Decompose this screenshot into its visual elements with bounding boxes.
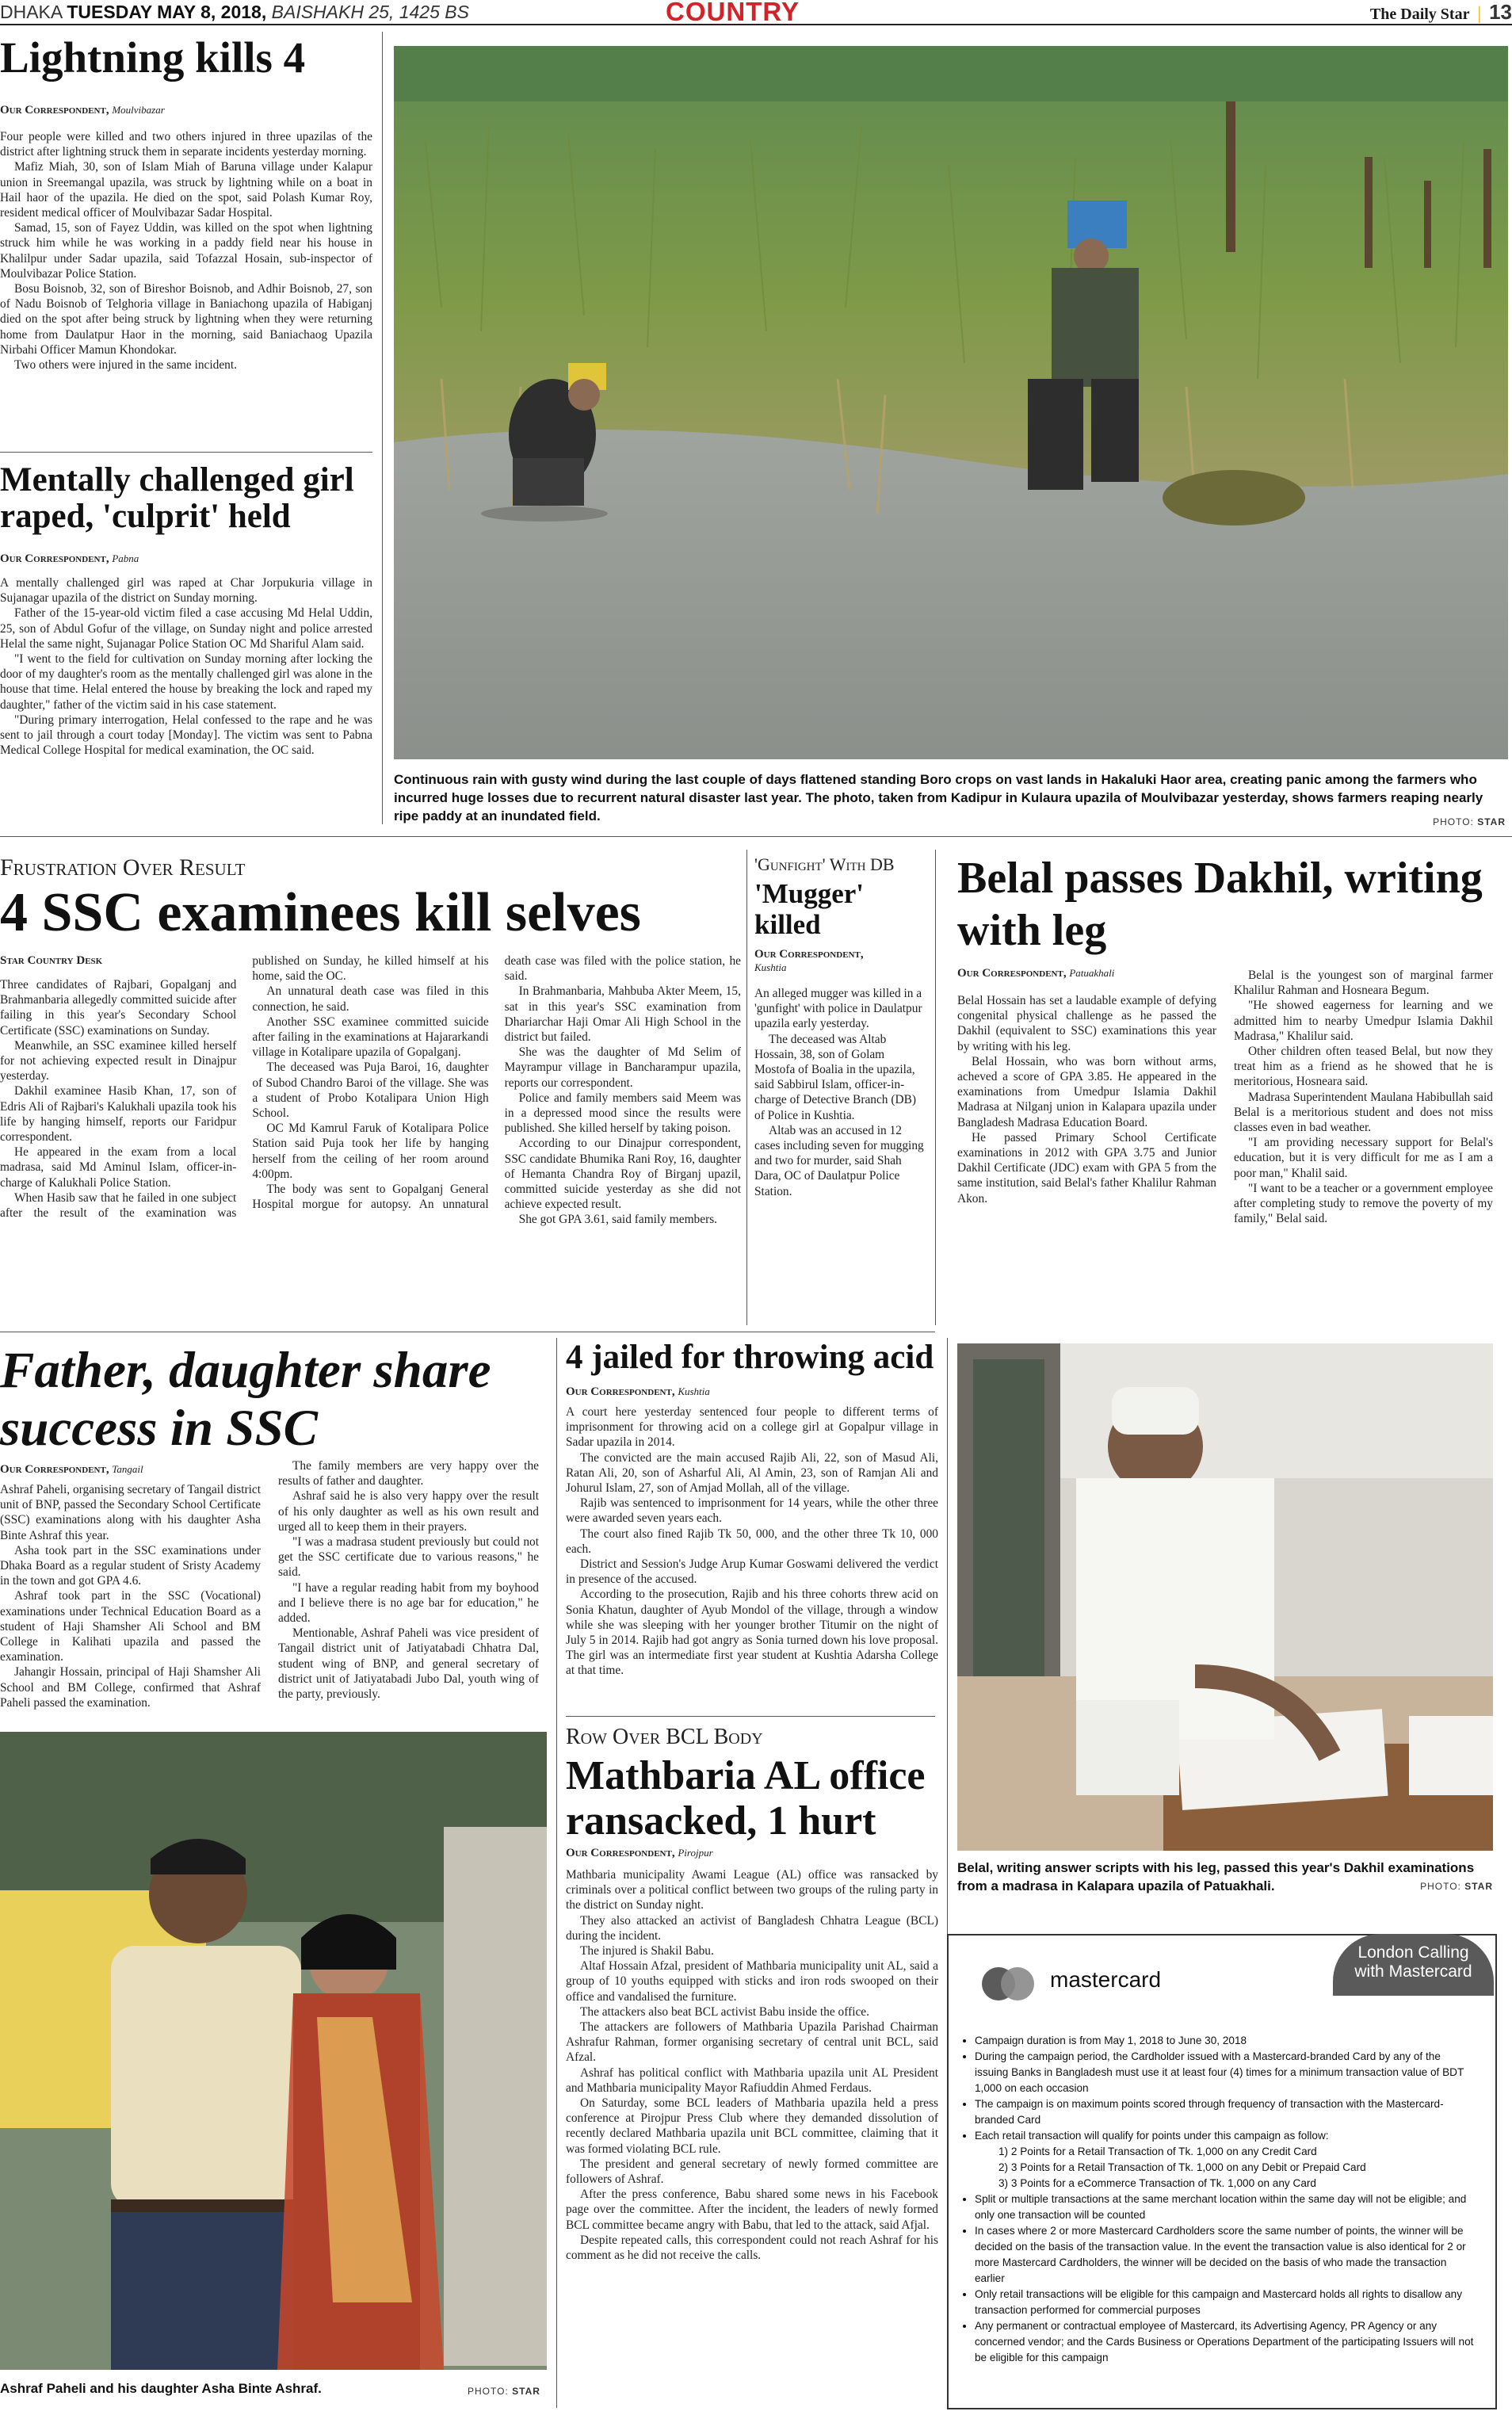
ad-badge: London Calling with Mastercard — [1333, 1934, 1494, 1996]
column-rule — [382, 32, 383, 824]
paddy-field-photo — [394, 46, 1508, 759]
acid-body: A court here yesterday sentenced four people to different terms of imprisonment for throwing acid on a college girl at Gopalpur village in Sadar upazila in 2014. The convicted are the main accused Rajib Ali, 22, son of Masud Ali, Ratan Ali, 20, son of Asharful Ali, Al Amin, 23, son of Ramjan Ali and Johurul Islam, 27, son of Amjad Mollah, all of the village. Rajib was sentenced to imprisonment for 14 years, while the other three were awarded seven years each. The court also fined Rajib Tk 50, 000, and the other three Tk 10, 000 each. District and Session's Judge Arup Kumar Goswami delivered the verdict in presence of the accused. According to the prosecution, Rajib and his three cohorts threw acid on Sonia Khatun, daughter of Ayub Mondol of the village, through a window while she was sleeping with her younger brother Titumir on the night of July 5 in 2014. Rajib had got angry as Sonia turned down his love proposal. The girl was an intermediate first year student at Kushtia Adarsha College at that time. — [566, 1405, 938, 1678]
ssc-headline: 4 SSC examinees kill selves — [0, 882, 641, 943]
father-photo-caption: Ashraf Paheli and his daughter Asha Binte Ashraf. — [0, 2381, 322, 2396]
column-rule — [935, 850, 936, 1325]
gunfight-kicker: 'Gunfight' With DB — [754, 854, 895, 874]
gunfight-body: An alleged mugger was killed in a 'gunfight' with police in Daulatpur upazila early yesterday. The deceased was Altab Hossain, 38, son of Golam Mostofa of Boalia in the upazila, said Sabbirul Islam, officer-in-charge of Detective Branch (DB) of Police in Kushtia. Altab was an accused in 12 cases including seven for mugging and two for murder, said Shah Dara, OC of Daulatpur Police Station. — [754, 987, 924, 1198]
lightning-headline: Lightning kills 4 — [0, 33, 306, 82]
belal-image — [957, 1343, 1493, 1851]
father-photo — [0, 1732, 547, 2370]
belal-byline: Our Correspondent, Patuakhali — [957, 967, 1115, 980]
belal-photo-credit: PHOTO: STAR — [1420, 1881, 1493, 1892]
masthead-right: The Daily Star | 13 — [1369, 0, 1512, 24]
mathbaria-headline: Mathbaria AL office ransacked, 1 hurt — [566, 1753, 926, 1844]
mathbaria-byline: Our Correspondent, Pirojpur — [566, 1847, 713, 1859]
acid-headline: 4 jailed for throwing acid — [566, 1339, 934, 1376]
masthead-weekday-date: TUESDAY MAY 8, 2018, — [67, 2, 267, 22]
belal-photo-caption: Belal, writing answer scripts with his leg, passed this year's Dakhil examinations from a madrasa in Kalapara upazila of Patuakhali. — [957, 1860, 1475, 1893]
divider — [0, 836, 1512, 837]
lightning-byline: Our Correspondent, Moulvibazar — [0, 104, 165, 117]
mastercard-logo-icon — [976, 1966, 1040, 2002]
mentally-byline: Our Correspondent, Pabna — [0, 552, 139, 565]
column-rule — [746, 850, 747, 1325]
belal-photo — [957, 1343, 1493, 1851]
father-headline: Father, daughter share success in SSC — [0, 1342, 491, 1457]
section-name: COUNTRY — [666, 0, 800, 26]
father-daughter-image — [0, 1732, 547, 2370]
ad-terms: • Campaign duration is from May 1, 2018 to June 30, 2018 • During the campaign period, the Cardholder issued with a Mastercard-branded Card by any of the issuing Banks in Bangladesh must use it at least four (4) times for a minimum transaction value of BDT 1,000 on each occasion • The campaign is on maximum points scored through frequency of transaction with the Mastercard-branded Card • Each retail transaction will qualify for points under this campaign as follow: 1) 2 Points for a Retail Transaction of Tk. 1,000 on any Credit Card 2) 3 Points for a Retail Transaction of Tk. 1,000 on any Debit or Prepaid Card 3) 3 Points for a eCommerce Transaction of Tk. 1,000 on any Card • Split or multiple transactions at the same merchant location within the same day will not be eligible; and only one transaction will be counted • In cases where 2 or more Mastercard Cardholders score the same number of points, the winner will be decided on the basis of the transaction value. In the event the transaction value is also identical for 2 or more Mastercard Cardholders, the winner will be decided on the basis of who made the transaction earlier • Only retail transactions will be eligible for this campaign and Mastercard holds all rights to disallow any transaction performed for commercial purposes • Any permanent or contractual employee of Mastercard, its Advertising Agency, PR Agency or any concerned vendor; and the Cards Business or Operations Department of the participating Issuers will not be eligible for this campaign — [960, 2033, 1476, 2366]
column-rule — [556, 1338, 557, 2408]
ad-brand: mastercard — [1050, 1967, 1162, 1992]
belal-headline: Belal passes Dakhil, writing with leg — [957, 854, 1483, 956]
divider — [0, 452, 372, 453]
mathbaria-kicker: Row Over BCL Body — [566, 1725, 763, 1749]
farmers-image — [394, 46, 1508, 759]
gunfight-headline: 'Mugger' killed — [754, 878, 865, 941]
masthead-city: DHAKA — [0, 2, 62, 22]
mentally-headline: Mentally challenged girl raped, 'culprit' held — [0, 461, 354, 535]
paper-logo: The Daily Star — [1369, 6, 1470, 23]
father-byline: Our Correspondent, Tangail — [0, 1463, 143, 1476]
acid-byline: Our Correspondent, Kushtia — [566, 1385, 710, 1398]
ssc-kicker: Frustration Over Result — [0, 854, 246, 881]
ssc-byline: Star Country Desk — [0, 954, 103, 967]
mathbaria-body: Mathbaria municipality Awami League (AL) office was ransacked by criminals over a political conflict between two groups of the ruling party in the district on Sunday night. They also attacked an activist of Bangladesh Chhatra League (BCL) during the incident. The injured is Shakil Babu. Altaf Hossain Afzal, president of Mathbaria municipality unit AL, said a group of 10 youths equipped with sticks and iron rods swooped on their office and vandalised the furniture. The attackers also beat BCL activist Babu inside the office. The attackers are followers of Mathbaria Upazila Parishad Chairman Ashrafur Rahman, former organising secretary of central unit BCL, said Afzal. Ashraf has political conflict with Mathbaria upazila unit AL President and Mathbaria municipality Mayor Rafiuddin Ahmed Ferdaus. On Saturday, some BCL leaders of Mathbaria upazila held a press conference at Pirojpur Press Club where they demanded dissolution of recently declared Mathbaria upazila unit BCL committee, claiming that it was formed violating BCL rule. The president and general secretary of newly formed committee are followers of Ashraf. After the press conference, Babu shared some news in his Facebook page over the committee. After the incident, the leaders of newly formed BCL committee became angry with Babu, that led to the attack, said Afjal. Despite repeated calls, this correspondent could not reach Ashraf for his comment as he did not receive the calls. — [566, 1868, 938, 2263]
masthead-bangla-date: BAISHAKH 25, 1425 BS — [271, 2, 469, 22]
father-photo-credit: PHOTO: STAR — [468, 2386, 540, 2397]
father-body: Ashraf Paheli, organising secretary of Tangail district unit of BNP, passed the Secondary School Certificate (SSC) examinations along with his daughter Asha Binte Ashraf this year. Asha took part in the SSC examinations under Dhaka Board as a regular student of Sristy Academy in the town and got GPA 4.6. Ashraf took part in the SSC (Vocational) examinations under Technical Education Board as a student of Haji Shamsher Ali School and BM College in Kalihati upazila and passed the examination. Jahangir Hossain, principal of Haji Shamsher Ali School and BM College, confirmed that Ashraf Paheli passed the examination. The family members are very happy over the results of father and daughter. Ashraf said he is also very happy over the result of his only daughter as well as his own result and urged all to keep them in their prayers. "I was a madrasa student previously but could not get the SSC certificate due to various reasons," he said. "I have a regular reading habit from my boyhood and I believe there is no age bar for education," he added. Mentionable, Ashraf Paheli was vice president of Tangail district unit of Jatiyatabadi Chhatra Dal, student wing of BNP, and general secretary of district unit of Jatiyatabadi Jubo Dal, youth wing of the party, previously. — [0, 1459, 539, 1710]
masthead-date — [0, 0, 469, 24]
divider — [566, 1716, 935, 1717]
belal-body: Belal Hossain has set a laudable example of defying congenital physical challenge as he passed the Dakhil (equivalent to SSC) examinations this year by writing with his leg. Belal Hossain, who was born without arms, acheved a score of GPA 3.85. He appeared in the examinations from Umedpur Islamia Dakhil Madrasa at Nilganj union in Kalapara upazila under Bangladesh Madrasa Education Board. He passed Primary School Certificate examinations in 2012 with GPA 3.75 and Junior Dakhil Certificate (JDC) exam with GPA 5 from the same institution, said Belal's father Khalilur Rahman Akon. Belal is the youngest son of marginal farmer Khalilur Rahman and Hosneara Begum. "He showed eagerness for learning and we admitted him to nearby Umedpur Islamia Dakhil Madrasa," Khalilur said. Other children often teased Belal, but now they treat him as a friend as he showed that he is meritorious, Hosneara said. Madrasa Superintendent Maulana Habibullah said Belal is a meritorious student and does not miss classes even in bad weather. "I am providing necessary support for Belal's education, but it is very difficult for me as I am a poor man," Khalil said. "I want to be a teacher or a government employee after completing study to remove the poverty of my family," Belal said. — [957, 969, 1493, 1226]
mentally-body: A mentally challenged girl was raped at Char Jorpukuria village in Sujanagar upazila of the district on Sunday morning. Father of the 15-year-old victim filed a case accusing Md Helal Uddin, 25, son of Abdul Gofur of the village, on Sunday night and police arrested Helal the same night, Sujanagar Police Station OC Md Shariful Alam said. "I went to the field for cultivation on Sunday morning after locking the door of my daughter's room as the mentally challenged girl was alone in the house that time. Helal entered the house by breaking the lock and raped my daughter," father of the victim said in his case statement. "During primary interrogation, Helal confessed to the rape and he was sent to jail through a court today [Monday]. The victim was sent to Pabna Medical College Hospital for medical examination, the OC said. — [0, 576, 372, 758]
gunfight-byline: Our Correspondent, Kushtia — [754, 948, 864, 973]
ssc-body: Three candidates of Rajbari, Gopalganj and Brahmanbaria allegedly committed suicide after failing in this year's Secondary School Certificate (SSC) examinations on Sunday. Meanwhile, an SSC examinee killed herself for not achieving expected result in Dinajpur yesterday. Dakhil examinee Hasib Khan, 17, son of Edris Ali of Rajbari's Kalukhali upazila took his life by hanging himself, reports our Faridpur correspondent. He appeared in the exam from a local madrasa, said Md Aminul Islam, officer-in-charge of Kalukhali Police Station. When Hasib saw that he failed in one subject after the result of the examination was published on Sunday, he killed himself at his home, said the OC. An unnatural death case was filed in this connection, he said. Another SSC examinee committed suicide after failing in the examinations at Hajararkandi village in Kotalipare upazila of Gopalganj. The deceased was Puja Baroi, 16, daughter of Subod Chandro Baroi of the village. She was a student of Probo Kotalipara Union High School. OC Md Kamrul Faruk of Kotalipara Police Station said Puja took her life by hanging herself from the ceiling of her room around 4:00pm. The body was sent to Gopalganj General Hospital morgue for autopsy. An unnatural death case was filed with the police station, he said. In Brahmanbaria, Mahbuba Akter Meem, 15, sat in this year's SSC examination from Dhariarchar Haji Omar Ali High School in the district but failed. She was the daughter of Md Selim of Mayrampur village in Bancharampur upazila, reports our correspondent. Police and family members said Meem was in a depressed mood since the results were published. She killed herself by taking poison. According to our Dinajpur correspondent, SSC candidate Bhumika Rani Roy, 16, daughter of Hemanta Chandra Roy of Birganj upazil, committed suicide yesterday as she did not achieve expected result. She got GPA 3.61, said family members. — [0, 954, 741, 1227]
lightning-body: Four people were killed and two others injured in three upazilas of the district after lightning struck them in separate incidents yesterday morning. Mafiz Miah, 30, son of Islam Miah of Baruna village under Kalapur union in Sreemangal upazila, was struck by lightning while on a boat in Hail haor of the upazila. He died on the spot, said Polash Kumar Roy, resident medical officer of Moulvibazar Sadar Hospital. Samad, 15, son of Fayez Uddin, was killed on the spot when lightning struck him while he was working in a paddy field near his house in Khalilpur under Sadar upazila, said Tofazzal Hosain, sub-inspector of Moulvibazar Police Station. Bosu Boisnob, 32, son of Bireshor Boisnob, and Adhir Boisnob, 27, son of Nadu Boisnob of Telghoria village in Baniachong upazila of Habiganj died on the spot after being struck by lightning when they were returning home from Daulatpur Haor in the morning, said Baniachaog Upazila Nirbahi Officer Mamun Khondokar. Two others were injured in the same incident. — [0, 130, 372, 373]
top-photo-caption: Continuous rain with gusty wind during the last couple of days flattened standing Boro crops on vast lands in Hakaluki Haor area, creating panic among the farmers who incurred huge losses due to recurrent natural disaster last year. The photo, taken from Kadipur in Kulaura upazila of Moulvibazar yesterday, shows farmers reaping nearly ripe paddy at an inundated field. — [394, 772, 1483, 823]
page-number: 13 — [1489, 0, 1512, 24]
top-photo-credit: PHOTO: STAR — [1433, 816, 1506, 827]
